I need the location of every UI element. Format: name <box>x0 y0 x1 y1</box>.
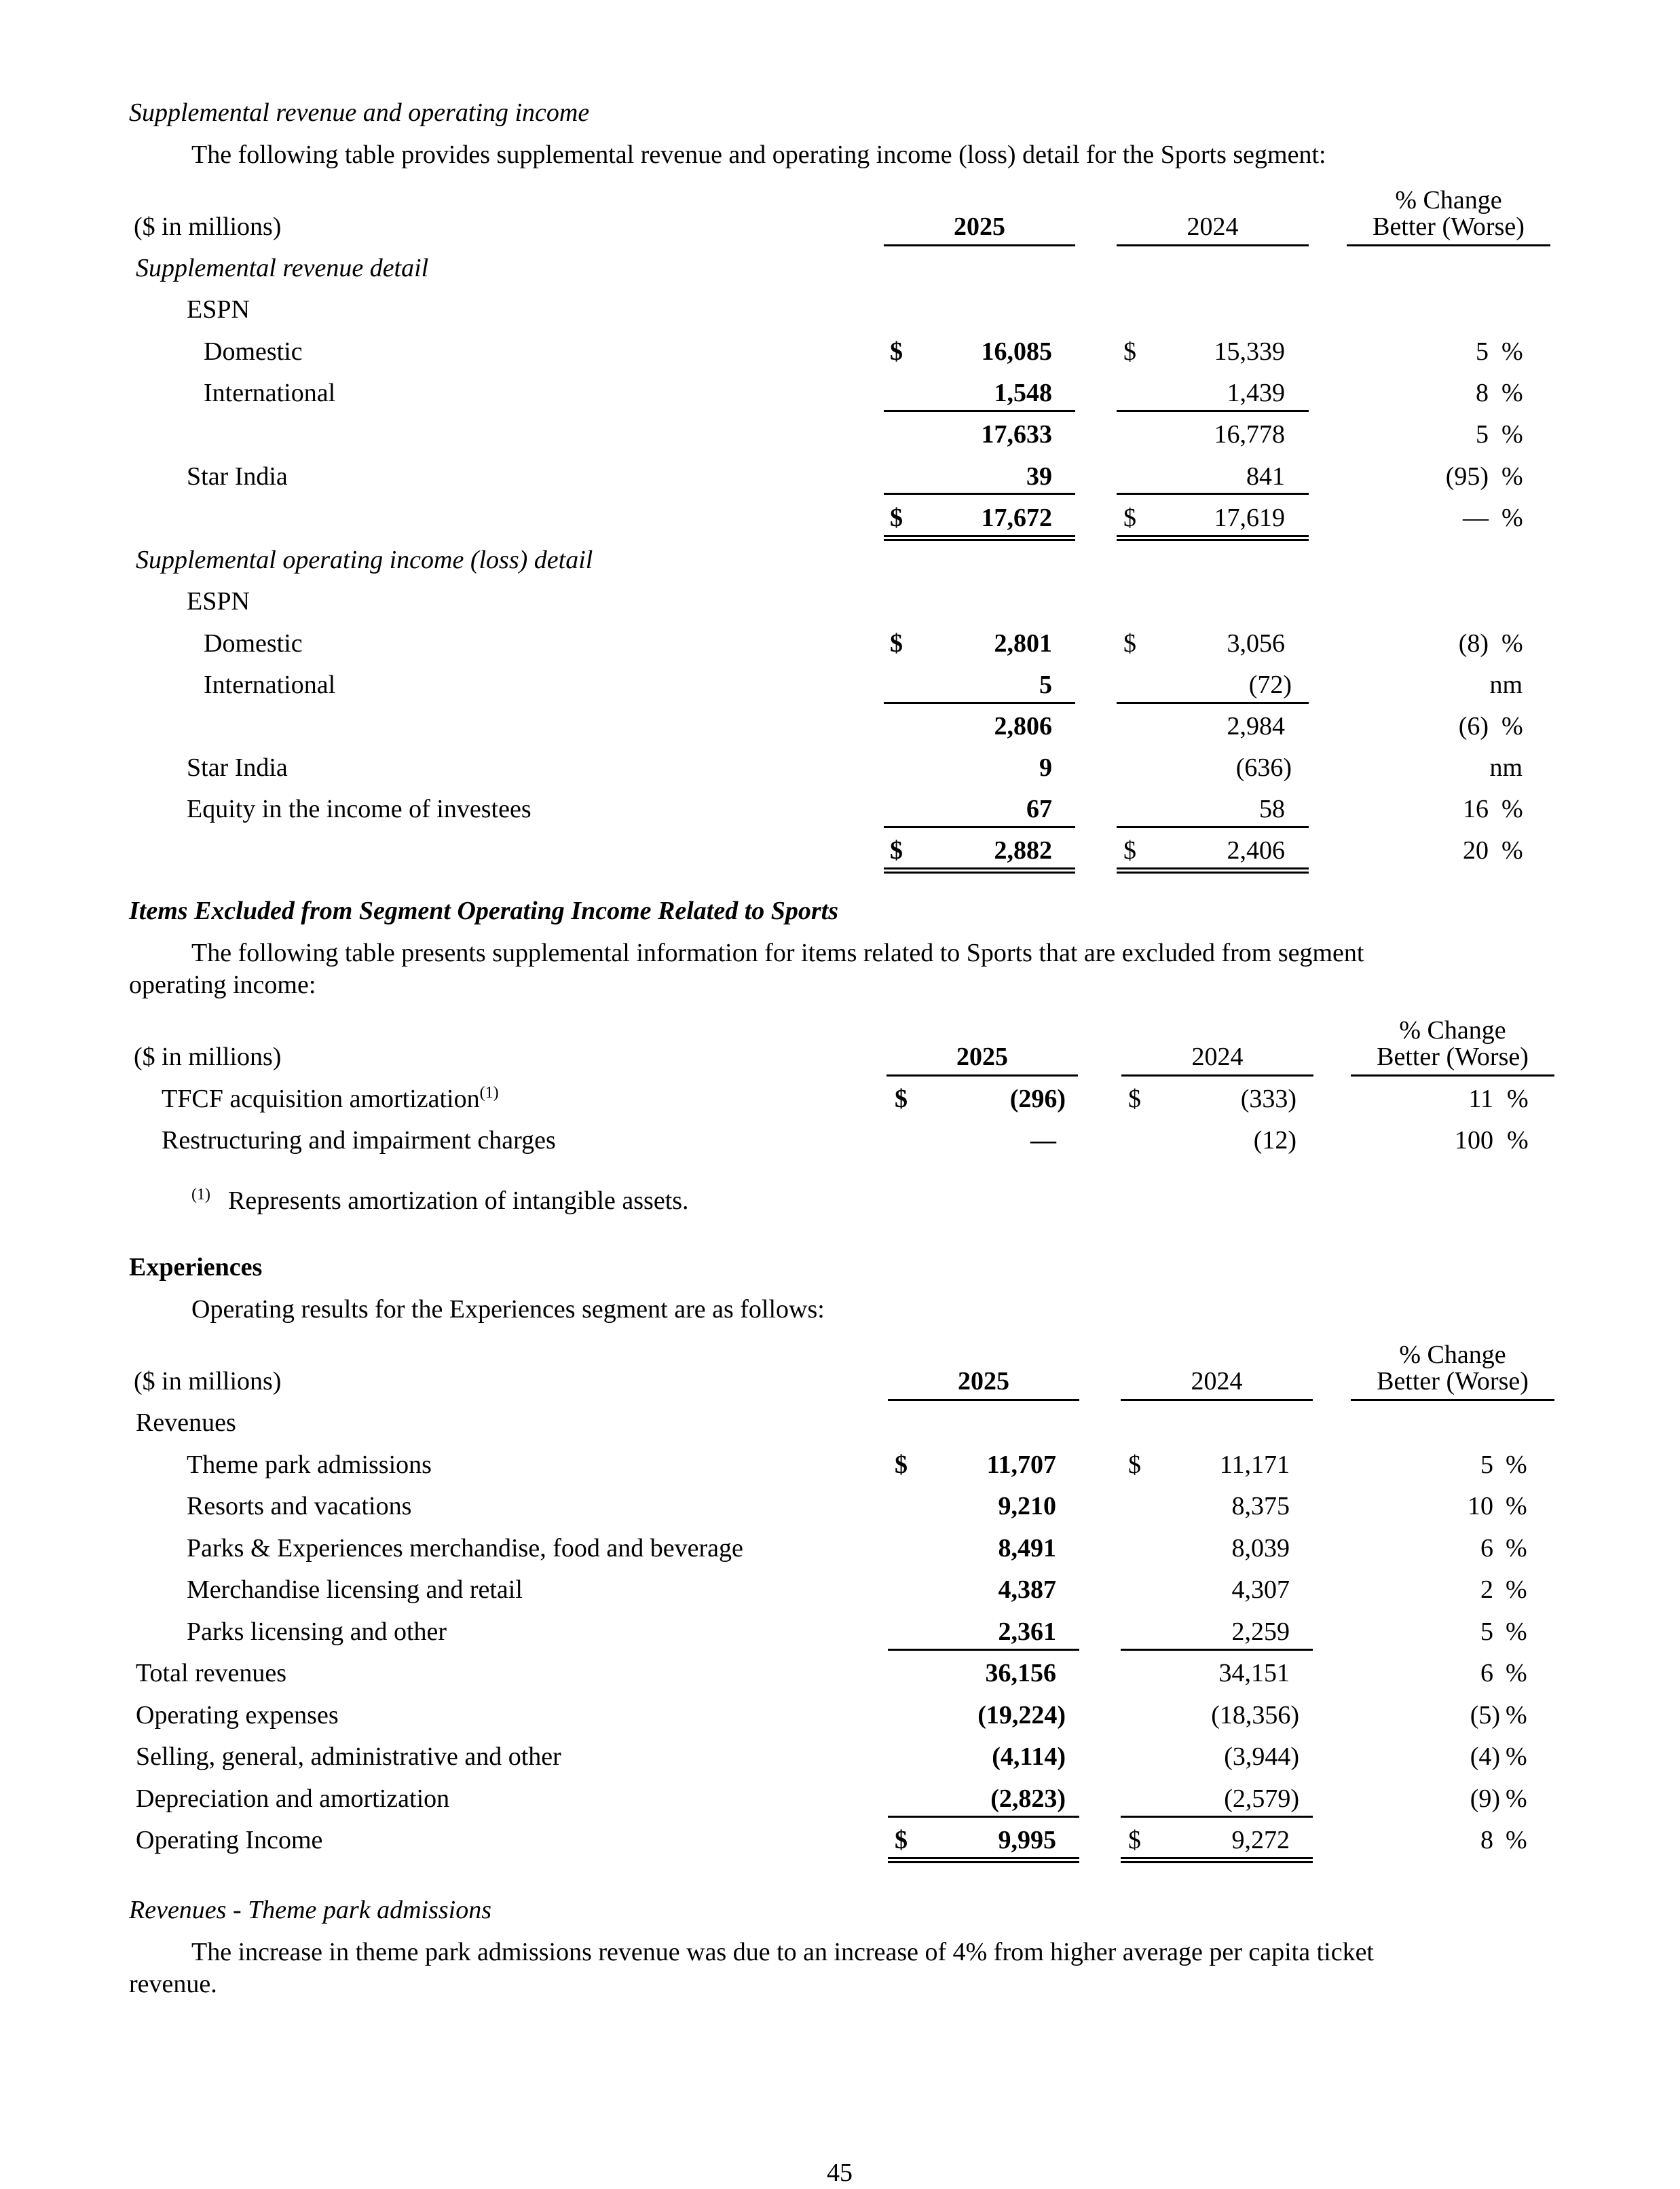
table2-cell-change: 100 <box>1455 1126 1493 1155</box>
table3-row-label: Operating Income <box>136 1826 323 1854</box>
section-intro-supplemental: The following table provides supplemental revenue and operating income (loss) detail for the Sports segment: <box>191 141 1326 169</box>
table2-cell-2024: (12) <box>1253 1126 1296 1155</box>
total-double-rule <box>1117 535 1309 541</box>
table3-cell-change: 10 <box>1468 1492 1493 1520</box>
table3-revenues-header: Revenues <box>136 1408 236 1437</box>
table3-cell-pct: % <box>1506 1617 1527 1646</box>
table1-cell-2024: 58 <box>1259 795 1285 823</box>
table3-cell-2025: (19,224) <box>977 1701 1066 1729</box>
table1-cell-2025: 67 <box>1026 795 1052 823</box>
dollar-sign: $ <box>895 1826 908 1854</box>
table3-cell-2024: 8,039 <box>1231 1534 1290 1563</box>
table3-cell-2024: (18,356) <box>1211 1701 1299 1729</box>
subtotal-rule <box>1121 1649 1313 1651</box>
section-intro-line2: operating income: <box>129 971 316 999</box>
table1-header-rule-2024 <box>1117 244 1309 246</box>
subtotal-rule <box>888 1816 1079 1818</box>
table2-header-rule-change <box>1351 1074 1554 1077</box>
subtotal-rule <box>1117 702 1309 704</box>
table3-cell-2024: (2,579) <box>1224 1784 1299 1813</box>
table3-cell-pct: % <box>1506 1784 1527 1813</box>
table3-cell-change: 8 <box>1480 1826 1493 1854</box>
table1-cell-pct: % <box>1501 629 1523 658</box>
subtotal-rule <box>1117 826 1309 828</box>
table1-cell-pct: % <box>1501 462 1523 491</box>
page-number: 45 <box>827 2158 853 2187</box>
table1-cell-2025: 39 <box>1026 462 1052 491</box>
table1-cell-change: 5 <box>1476 420 1489 449</box>
table3-row-label: Parks licensing and other <box>187 1617 447 1646</box>
table1-cell-change: — <box>1463 504 1489 532</box>
table1-cell-pct: % <box>1501 795 1523 823</box>
total-double-rule <box>1117 867 1309 874</box>
table1-col-change-1: % Change <box>1395 186 1502 214</box>
table3-cell-change: 5 <box>1480 1617 1493 1646</box>
table1-col-change-2: Better (Worse) <box>1373 212 1525 241</box>
subtotal-rule <box>884 410 1075 412</box>
table1-col-2024: 2024 <box>1187 212 1239 241</box>
total-double-rule <box>1121 1857 1313 1863</box>
table1-row-label: Star India <box>187 753 288 782</box>
table1-cell-2024: 16,778 <box>1214 420 1285 449</box>
total-double-rule <box>884 535 1075 541</box>
table2-col-change-2: Better (Worse) <box>1377 1043 1529 1071</box>
table3-row-label: Resorts and vacations <box>187 1492 412 1520</box>
table3-cell-pct: % <box>1506 1659 1527 1687</box>
table3-cell-change: (4) <box>1470 1742 1500 1771</box>
dollar-sign: $ <box>1123 629 1136 658</box>
table3-cell-2025: 2,361 <box>998 1617 1056 1646</box>
section-heading-items-excluded: Items Excluded from Segment Operating Income Related to Sports <box>129 897 839 925</box>
table1-header-rule-2025 <box>884 244 1075 246</box>
table1-cell-2025: 2,801 <box>994 629 1052 658</box>
table1-row-label: Star India <box>187 462 288 491</box>
table1-cell-pct: % <box>1501 836 1523 865</box>
table3-cell-2024: 11,171 <box>1219 1451 1290 1479</box>
table1-cell-change: (6) <box>1458 712 1489 741</box>
table1-cell-2025: 9 <box>1039 753 1052 782</box>
dollar-sign: $ <box>1123 504 1136 532</box>
table2-cell-pct: % <box>1507 1085 1529 1113</box>
table1-cell-change: nm <box>1489 753 1523 782</box>
paragraph-line1: The increase in theme park admissions revenue was due to an increase of 4% from higher average per capita ticket <box>191 1938 1374 1966</box>
table1-cell-2024: 17,619 <box>1214 504 1285 532</box>
table1-cell-2025: 16,085 <box>981 337 1052 366</box>
dollar-sign: $ <box>890 836 903 865</box>
table3-cell-2024: 34,151 <box>1218 1659 1290 1687</box>
table3-row-label: Total revenues <box>136 1659 287 1687</box>
total-double-rule <box>884 867 1075 874</box>
table3-cell-pct: % <box>1506 1451 1527 1479</box>
section-heading-theme-park: Revenues - Theme park admissions <box>129 1896 492 1924</box>
table1-row-label: Equity in the income of investees <box>187 795 531 823</box>
table1-rev-header: Supplemental revenue detail <box>136 254 429 282</box>
table2-row-label: TFCF acquisition amortization$^{(1)}$ <box>162 1084 499 1113</box>
table1-cell-2024: 841 <box>1246 462 1285 491</box>
table3-cell-2025: 4,387 <box>998 1575 1056 1604</box>
paragraph-line2: revenue. <box>129 1970 217 1998</box>
table1-cell-2025: 17,672 <box>981 504 1052 532</box>
dollar-sign: $ <box>1123 836 1136 865</box>
table1-cell-pct: % <box>1501 337 1523 366</box>
table3-cell-pct: % <box>1506 1534 1527 1563</box>
table3-units-label: ($ in millions) <box>134 1367 282 1396</box>
table3-row-label: Merchandise licensing and retail <box>187 1575 523 1604</box>
table3-cell-change: 2 <box>1480 1575 1493 1604</box>
table3-cell-pct: % <box>1506 1492 1527 1520</box>
table3-cell-2024: 4,307 <box>1231 1575 1290 1604</box>
dollar-sign: $ <box>1128 1826 1141 1854</box>
table2-cell-pct: % <box>1507 1126 1529 1155</box>
table3-cell-change: 6 <box>1480 1659 1493 1687</box>
table3-cell-pct: % <box>1506 1742 1527 1771</box>
table2-header-rule-2025 <box>886 1074 1078 1077</box>
table2-header-rule-2024 <box>1121 1074 1313 1077</box>
footnote-ref: (1) <box>479 1084 499 1102</box>
table1-cell-2025: 1,548 <box>994 379 1052 407</box>
total-double-rule <box>888 1857 1079 1863</box>
dollar-sign: $ <box>890 337 903 366</box>
table1-cell-2024: 2,406 <box>1227 836 1285 865</box>
table3-cell-2025: (2,823) <box>990 1784 1066 1813</box>
table1-cell-2024: 1,439 <box>1227 379 1285 407</box>
subtotal-rule <box>884 826 1075 828</box>
table3-cell-change: (9) <box>1470 1784 1500 1813</box>
table1-cell-2025: 17,633 <box>981 420 1052 449</box>
table1-cell-change: (95) <box>1445 462 1489 491</box>
footnote-text: Represents amortization of intangible assets. <box>228 1186 689 1215</box>
table3-row-label: Theme park admissions <box>187 1451 432 1479</box>
table3-cell-2025: 36,156 <box>985 1659 1056 1687</box>
table3-col-change-2: Better (Worse) <box>1377 1367 1529 1396</box>
dollar-sign: $ <box>895 1451 908 1479</box>
table1-cell-2025: 2,882 <box>994 836 1052 865</box>
table3-row-label: Parks & Experiences merchandise, food and beverage <box>187 1534 743 1563</box>
table3-cell-2024: 9,272 <box>1231 1826 1290 1854</box>
table1-cell-change: nm <box>1489 671 1523 699</box>
table1-cell-change: (8) <box>1458 629 1489 658</box>
table2-col-2025: 2025 <box>956 1043 1008 1071</box>
table3-cell-2025: (4,114) <box>992 1742 1066 1771</box>
subtotal-rule <box>888 1649 1079 1651</box>
table3-cell-change: 6 <box>1480 1534 1493 1563</box>
table1-units-label: ($ in millions) <box>134 212 282 241</box>
subtotal-rule <box>1117 410 1309 412</box>
table2-units-label: ($ in millions) <box>134 1043 282 1071</box>
subtotal-rule <box>884 493 1075 495</box>
table3-header-rule-2024 <box>1121 1399 1313 1401</box>
table1-row-label: Domestic <box>204 629 303 658</box>
table2-cell-change: 11 <box>1468 1085 1493 1113</box>
table1-cell-change: 20 <box>1463 836 1489 865</box>
table1-oi-espn-label: ESPN <box>187 587 250 616</box>
section-intro-experiences: Operating results for the Experiences segment are as follows: <box>191 1295 825 1324</box>
table3-header-rule-change <box>1351 1399 1554 1401</box>
table3-col-2024: 2024 <box>1191 1367 1243 1396</box>
table2-cell-2025: — <box>1030 1126 1056 1155</box>
section-heading-supplemental: Supplemental revenue and operating income <box>129 98 590 127</box>
table1-cell-2024: (72) <box>1248 671 1292 699</box>
subtotal-rule <box>1121 1816 1313 1818</box>
dollar-sign: $ <box>890 629 903 658</box>
table2-cell-2024: (333) <box>1240 1085 1296 1113</box>
table1-cell-2024: 3,056 <box>1227 629 1285 658</box>
dollar-sign: $ <box>1128 1451 1141 1479</box>
table3-cell-2025: 11,707 <box>986 1451 1056 1479</box>
table1-cell-2025: 2,806 <box>994 712 1052 741</box>
table1-cell-change: 16 <box>1463 795 1489 823</box>
table3-row-label: Selling, general, administrative and other <box>136 1742 561 1771</box>
table1-cell-change: 5 <box>1476 337 1489 366</box>
table1-row-label: International <box>204 379 336 407</box>
table1-oi-header: Supplemental operating income (loss) detail <box>136 546 593 574</box>
table1-cell-2024: (636) <box>1235 753 1292 782</box>
dollar-sign: $ <box>895 1085 908 1113</box>
table3-cell-pct: % <box>1506 1826 1527 1854</box>
table3-col-change-1: % Change <box>1399 1341 1506 1369</box>
table2-row-label: Restructuring and impairment charges <box>162 1126 556 1155</box>
table1-cell-pct: % <box>1501 712 1523 741</box>
dollar-sign: $ <box>890 504 903 532</box>
table3-cell-change: 5 <box>1480 1451 1493 1479</box>
table1-cell-pct: % <box>1501 504 1523 532</box>
table1-row-label: International <box>204 671 336 699</box>
table3-cell-pct: % <box>1506 1701 1527 1729</box>
table3-cell-2024: 2,259 <box>1231 1617 1290 1646</box>
table3-cell-2025: 8,491 <box>998 1534 1056 1563</box>
table1-cell-pct: % <box>1501 420 1523 449</box>
table1-cell-2024: 15,339 <box>1214 337 1285 366</box>
table3-row-label: Operating expenses <box>136 1701 339 1729</box>
dollar-sign: $ <box>1123 337 1136 366</box>
table2-col-2024: 2024 <box>1191 1043 1244 1071</box>
table1-cell-pct: % <box>1501 379 1523 407</box>
table3-header-rule-2025 <box>888 1399 1079 1401</box>
table3-cell-2024: (3,944) <box>1224 1742 1299 1771</box>
table3-cell-change: (5) <box>1470 1701 1500 1729</box>
table2-col-change-1: % Change <box>1399 1016 1506 1045</box>
table3-cell-pct: % <box>1506 1575 1527 1604</box>
section-intro-line1: The following table presents supplemental information for items related to Sports that are excluded from segment <box>191 939 1364 967</box>
dollar-sign: $ <box>1128 1085 1141 1113</box>
table1-cell-2024: 2,984 <box>1227 712 1285 741</box>
section-heading-experiences: Experiences <box>129 1253 263 1281</box>
table1-row-label: Domestic <box>204 337 303 366</box>
footnote-mark: (1) <box>191 1186 210 1203</box>
table3-row-label: Depreciation and amortization <box>136 1784 450 1813</box>
table2-cell-2025: (296) <box>1009 1085 1066 1113</box>
table1-cell-2025: 5 <box>1039 671 1052 699</box>
table3-col-2025: 2025 <box>958 1367 1009 1396</box>
table1-header-rule-change <box>1347 244 1550 246</box>
table3-cell-2025: 9,210 <box>998 1492 1056 1520</box>
subtotal-rule <box>1117 493 1309 495</box>
table3-cell-2024: 8,375 <box>1231 1492 1290 1520</box>
table3-cell-2025: 9,995 <box>998 1826 1056 1854</box>
table1-cell-change: 8 <box>1476 379 1489 407</box>
subtotal-rule <box>884 702 1075 704</box>
table1-rev-espn-label: ESPN <box>187 295 250 324</box>
table1-col-2025: 2025 <box>954 212 1005 241</box>
